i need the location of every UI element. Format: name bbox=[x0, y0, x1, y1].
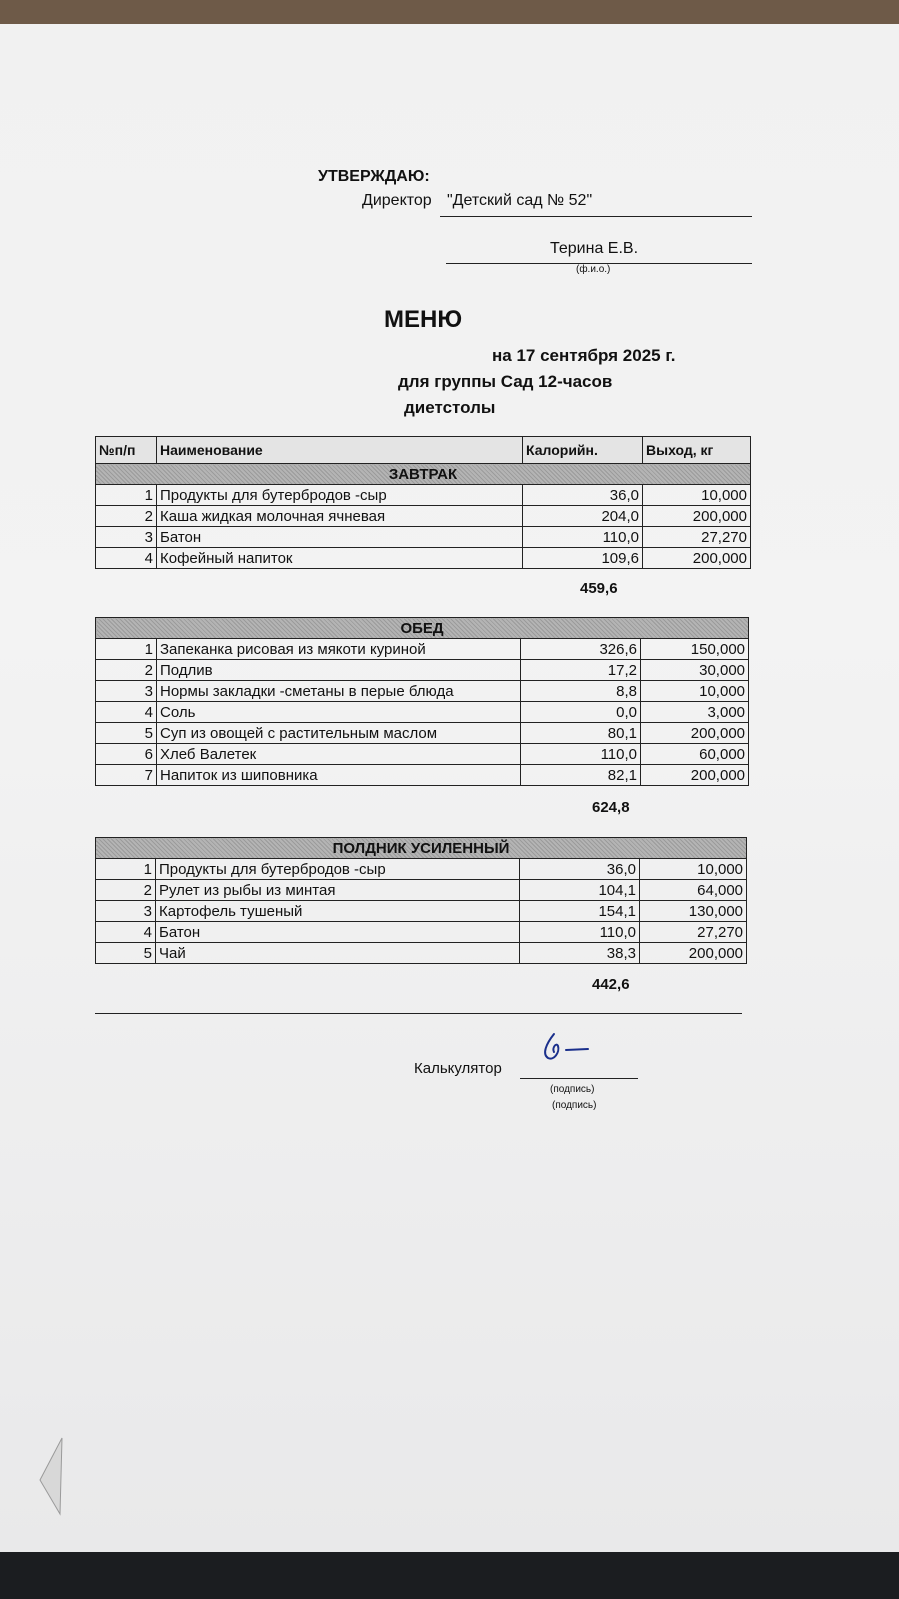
item-name: Продукты для бутербродов -сыр bbox=[157, 485, 523, 506]
item-calories: 0,0 bbox=[521, 702, 641, 723]
footer-divider bbox=[95, 1013, 742, 1014]
background-bottom bbox=[0, 1552, 899, 1599]
item-calories: 110,0 bbox=[523, 527, 643, 548]
item-calories: 82,1 bbox=[521, 765, 641, 786]
table-row bbox=[96, 765, 749, 786]
table-row bbox=[96, 527, 751, 548]
item-name: Продукты для бутербродов -сыр bbox=[156, 859, 520, 880]
table-row bbox=[96, 723, 749, 744]
menu-diet: диетстолы bbox=[404, 398, 496, 417]
item-yield: 3,000 bbox=[641, 702, 749, 723]
table-row bbox=[96, 681, 749, 702]
item-number: 3 bbox=[96, 681, 157, 702]
item-name: Кофейный напиток bbox=[157, 548, 523, 569]
item-name: Нормы закладки -сметаны в перые блюда bbox=[157, 681, 521, 702]
item-name: Батон bbox=[157, 527, 523, 548]
item-number: 4 bbox=[96, 548, 157, 569]
item-number: 6 bbox=[96, 744, 157, 765]
item-calories: 110,0 bbox=[520, 922, 640, 943]
breakfast-total: 459,6 bbox=[580, 580, 618, 597]
item-name: Батон bbox=[156, 922, 520, 943]
item-yield: 10,000 bbox=[640, 859, 747, 880]
item-calories: 109,6 bbox=[523, 548, 643, 569]
section-header-row bbox=[96, 838, 747, 859]
signature-underline bbox=[520, 1078, 638, 1079]
section-title-lunch: ОБЕД bbox=[96, 618, 749, 639]
item-calories: 8,8 bbox=[521, 681, 641, 702]
snack-table bbox=[95, 837, 747, 964]
table-row bbox=[96, 506, 751, 527]
item-number: 5 bbox=[96, 723, 157, 744]
item-calories: 36,0 bbox=[520, 859, 640, 880]
section-header-row bbox=[96, 618, 749, 639]
item-calories: 38,3 bbox=[520, 943, 640, 964]
section-title-breakfast: ЗАВТРАК bbox=[96, 464, 751, 485]
table-row bbox=[96, 702, 749, 723]
item-yield: 200,000 bbox=[641, 723, 749, 744]
header-calories: Калорийн. bbox=[523, 437, 643, 464]
item-name: Соль bbox=[157, 702, 521, 723]
table-row bbox=[96, 922, 747, 943]
name-hint: (ф.и.о.) bbox=[576, 264, 611, 275]
item-name: Чай bbox=[156, 943, 520, 964]
lunch-table bbox=[95, 617, 749, 786]
item-name: Рулет из рыбы из минтая bbox=[156, 880, 520, 901]
item-number: 7 bbox=[96, 765, 157, 786]
item-calories: 80,1 bbox=[521, 723, 641, 744]
item-yield: 27,270 bbox=[643, 527, 751, 548]
menu-date: на 17 сентября 2025 г. bbox=[492, 346, 676, 365]
item-yield: 200,000 bbox=[641, 765, 749, 786]
table-row bbox=[96, 639, 749, 660]
item-name: Запеканка рисовая из мякоти куриной bbox=[157, 639, 521, 660]
item-calories: 17,2 bbox=[521, 660, 641, 681]
table-row bbox=[96, 901, 747, 922]
item-number: 2 bbox=[96, 880, 156, 901]
item-yield: 130,000 bbox=[640, 901, 747, 922]
table-row bbox=[96, 548, 751, 569]
item-number: 1 bbox=[96, 859, 156, 880]
organization-underline bbox=[440, 216, 752, 217]
item-number: 5 bbox=[96, 943, 156, 964]
item-yield: 200,000 bbox=[643, 548, 751, 569]
item-name: Подлив bbox=[157, 660, 521, 681]
item-yield: 200,000 bbox=[643, 506, 751, 527]
calculator-label: Калькулятор bbox=[414, 1060, 502, 1077]
table-row bbox=[96, 943, 747, 964]
header-name: Наименование bbox=[157, 437, 523, 464]
item-calories: 326,6 bbox=[521, 639, 641, 660]
table-row bbox=[96, 859, 747, 880]
header-num: №п/п bbox=[96, 437, 157, 464]
table-row bbox=[96, 880, 747, 901]
item-name: Хлеб Валетек bbox=[157, 744, 521, 765]
document-page bbox=[0, 24, 899, 1552]
item-calories: 110,0 bbox=[521, 744, 641, 765]
signature-hint: (подпись) bbox=[550, 1084, 595, 1095]
section-title-snack: ПОЛДНИК УСИЛЕННЫЙ bbox=[96, 838, 747, 859]
item-calories: 36,0 bbox=[523, 485, 643, 506]
item-calories: 104,1 bbox=[520, 880, 640, 901]
item-yield: 60,000 bbox=[641, 744, 749, 765]
director-label: Директор bbox=[362, 192, 432, 209]
table-row bbox=[96, 744, 749, 765]
item-name: Каша жидкая молочная ячневая bbox=[157, 506, 523, 527]
director-name: Терина Е.В. bbox=[550, 240, 639, 257]
item-number: 4 bbox=[96, 702, 157, 723]
item-number: 2 bbox=[96, 506, 157, 527]
item-number: 1 bbox=[96, 639, 157, 660]
item-calories: 154,1 bbox=[520, 901, 640, 922]
table-row bbox=[96, 485, 751, 506]
table-header-row bbox=[96, 437, 751, 464]
approval-heading: УТВЕРЖДАЮ: bbox=[318, 168, 430, 185]
breakfast-table bbox=[95, 436, 751, 569]
header-yield: Выход, кг bbox=[643, 437, 751, 464]
organization-name: "Детский сад № 52" bbox=[447, 192, 593, 209]
lunch-total: 624,8 bbox=[592, 799, 630, 816]
item-name: Картофель тушеный bbox=[156, 901, 520, 922]
item-number: 2 bbox=[96, 660, 157, 681]
signature-hint-second: (подпись) bbox=[552, 1100, 597, 1111]
item-name: Напиток из шиповника bbox=[157, 765, 521, 786]
item-number: 3 bbox=[96, 901, 156, 922]
section-header-row bbox=[96, 464, 751, 485]
item-yield: 27,270 bbox=[640, 922, 747, 943]
menu-title: МЕНЮ bbox=[384, 306, 463, 333]
snack-total: 442,6 bbox=[592, 976, 630, 993]
menu-group: для группы Сад 12-часов bbox=[398, 372, 613, 391]
item-name: Суп из овощей с растительным маслом bbox=[157, 723, 521, 744]
item-yield: 30,000 bbox=[641, 660, 749, 681]
item-number: 4 bbox=[96, 922, 156, 943]
item-number: 1 bbox=[96, 485, 157, 506]
signature-mark bbox=[540, 1030, 620, 1070]
table-row bbox=[96, 660, 749, 681]
folded-corner-icon bbox=[30, 1434, 80, 1524]
item-number: 3 bbox=[96, 527, 157, 548]
item-yield: 10,000 bbox=[643, 485, 751, 506]
item-yield: 150,000 bbox=[641, 639, 749, 660]
item-calories: 204,0 bbox=[523, 506, 643, 527]
item-yield: 64,000 bbox=[640, 880, 747, 901]
item-yield: 10,000 bbox=[641, 681, 749, 702]
item-yield: 200,000 bbox=[640, 943, 747, 964]
